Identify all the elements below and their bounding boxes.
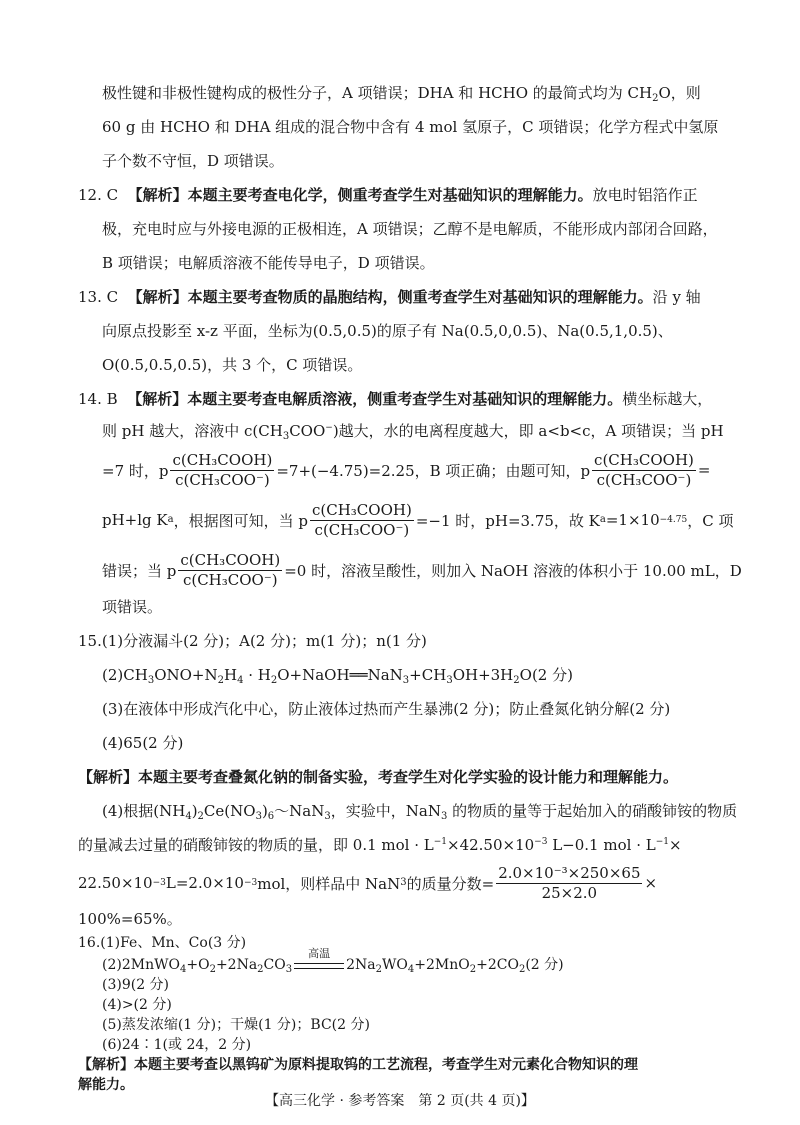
q14-number: 14. B [78,390,118,408]
q14-fraction-1: $\frac{\text{c(CH₃COOH)}}{\text{c(CH₃COO⁻)}}$ [172,450,273,489]
q13-line-1: 13. C 【解析】本题主要考查物质的晶胞结构，侧重考查学生对基础知识的理解能力。沿 y 轴 [78,288,701,306]
q16-answer-6: (6)24∶1(或 24，2 分) [102,1037,252,1053]
q12-analysis-tag: 【解析】本题主要考查电化学，侧重考查学生对基础知识的理解能力。 [127,186,593,204]
q15-explain-4: 100%=65%。 [78,910,182,928]
q15-answer-4: (4)65(2 分) [102,734,184,752]
q16-answer-4: (4)>(2 分) [102,997,172,1013]
q16-analysis-line-2: 解能力。 [78,1077,134,1093]
q13-analysis-tag: 【解析】本题主要考查物质的晶胞结构，侧重考查学生对基础知识的理解能力。 [127,288,653,306]
reaction-condition-arrow: 高温 [292,954,346,976]
q11-line-3: 子个数不守恒，D 项错误。 [102,152,284,170]
q15-explain-1: (4)根据$(NH_4)_2Ce(NO_3)_6\sim NaN_3$，实验中，NaN$_3$ 的物质的量等于起始加入的硝酸铈铵的物质 [102,802,738,822]
q15-mass-fraction: $\frac{\text{2.0×10⁻³×250×65}}{25\times 2.0}$ [498,863,641,902]
q12-line-1: 12. C 【解析】本题主要考查电化学，侧重考查学生对基础知识的理解能力。放电时铝箔作正 [78,186,698,204]
q14-fraction-3: $\frac{\text{c(CH₃COOH)}}{\text{c(CH₃COO⁻)}}$ [311,500,412,539]
q16-answer-3: (3)9(2 分) [102,977,170,993]
q16-answer-5: (5)蒸发浓缩(1 分)；干燥(1 分)；BC(2 分) [102,1017,370,1033]
q15-explain-2: 的量减去过量的硝酸铈铵的物质的量，即 0.1 mol · $L^{-1}\times 42.50\times 10^{-3}$ L−0.1 mol · $L^{-1}\times$ [78,836,682,854]
q16-analysis-line-1: 【解析】本题主要考查以黑钨矿为原料提取钨的工艺流程，考查学生对元素化合物知识的理 [78,1057,638,1073]
q15-explain-3: 22.50×10 −3 L=2.0×10 −3 mol，则样品中 NaN 3 的质量分数= $\frac{\text{2.0×10⁻³×250×65}}{25\times 2.0}$ × [78,863,658,902]
q14-line-3: =7 时，p $\frac{\text{c(CH₃COOH)}}{\text{c(CH₃COO⁻)}}$ =7+(−4.75)=2.25，B 项正确；由题可知，p $\frac{\text{c(CH₃COOH)}}{\text{c(CH₃COO⁻)}}$ = [102,450,711,489]
q16-answer-1: 16.(1)Fe、Mn、Co(3 分) [78,935,247,951]
q14-analysis-tag: 【解析】本题主要考查电解质溶液，侧重考查学生对基础知识的理解能力。 [127,390,623,408]
q15-number: 15. [78,632,102,650]
q15-answer-1: 15.(1)分液漏斗(2 分)；A(2 分)；m(1 分)；n(1 分) [78,632,427,650]
q15-analysis-tag: 【解析】本题主要考查叠氮化钠的制备实验，考查学生对化学实验的设计能力和理解能力。 [78,768,679,786]
q15-answer-3: (3)在液体中形成汽化中心，防止液体过热而产生暴沸(2 分)；防止叠氮化钠分解(2 分) [102,700,671,718]
equals-sign: ══ [349,666,368,684]
q16-answer-2: $(2)2MnWO_4+O_2+2Na_2CO_3$ 高温 $2Na_2WO_4+2MnO_2+2CO_2(2$ 分) [102,947,564,975]
q14-fraction-2: $\frac{\text{c(CH₃COOH)}}{\text{c(CH₃COO⁻)}}$ [594,450,694,489]
q14-line-6: 项错误。 [102,598,163,616]
q15-answer-2: $(2)CH_3ONO+N_2H_4$ · $H_2O+NaOH══NaN_3+CH_3OH+3H_2O(2$ 分) [102,666,573,686]
q11-line-2: 60 g 由 HCHO 和 DHA 组成的混合物中含有 4 mol 氢原子，C 项错误；化学方程式中氢原 [102,118,719,136]
q12-line-2: 极，充电时应与外接电源的正极相连，A 项错误；乙醇不是电解质，不能形成内部闭合回路， [102,220,718,238]
q12-line-3: B 项错误；电解质溶液不能传导电子，D 项错误。 [102,254,435,272]
q14-fraction-4: $\frac{\text{c(CH₃COOH)}}{\text{c(CH₃COO⁻)}}$ [180,550,281,589]
q12-number: 12. C [78,186,119,204]
q13-line-2: 向原点投影至 x-z 平面，坐标为(0.5,0.5)的原子有 Na(0.5,0,0.5)、Na(0.5,1,0.5)、 [102,322,673,340]
q16-number: 16. [78,935,101,951]
q13-line-3: O(0.5,0.5,0.5)，共 3 个，C 项错误。 [102,356,363,374]
q13-number: 13. C [78,288,119,306]
q14-line-1: 14. B 【解析】本题主要考查电解质溶液，侧重考查学生对基础知识的理解能力。横坐标越大， [78,390,713,408]
q14-line-2: 则 pH 越大，溶液中 $c(CH_3COO^-)$越大，水的电离程度越大，即 a<b<c，A 项错误；当 pH [102,422,724,442]
page-footer: 【高三化学 · 参考答案 第 2 页(共 4 页)】 [265,1093,535,1109]
q11-line-1: 极性键和非极性键构成的极性分子，A 项错误；DHA 和 HCHO 的最简式均为 $CH_2O$，则 [102,84,701,104]
q14-line-4: pH+lg K a ，根据图可知，当 p $\frac{\text{c(CH₃COOH)}}{\text{c(CH₃COO⁻)}}$ =−1 时，pH=3.75，故 K a =1×10 −4.75 ，C 项 [102,500,734,539]
q14-line-5: 错误；当 p $\frac{\text{c(CH₃COOH)}}{\text{c(CH₃COO⁻)}}$ =0 时，溶液呈酸性，则加入 NaOH 溶液的体积小于 10.00 mL，D [102,550,742,589]
